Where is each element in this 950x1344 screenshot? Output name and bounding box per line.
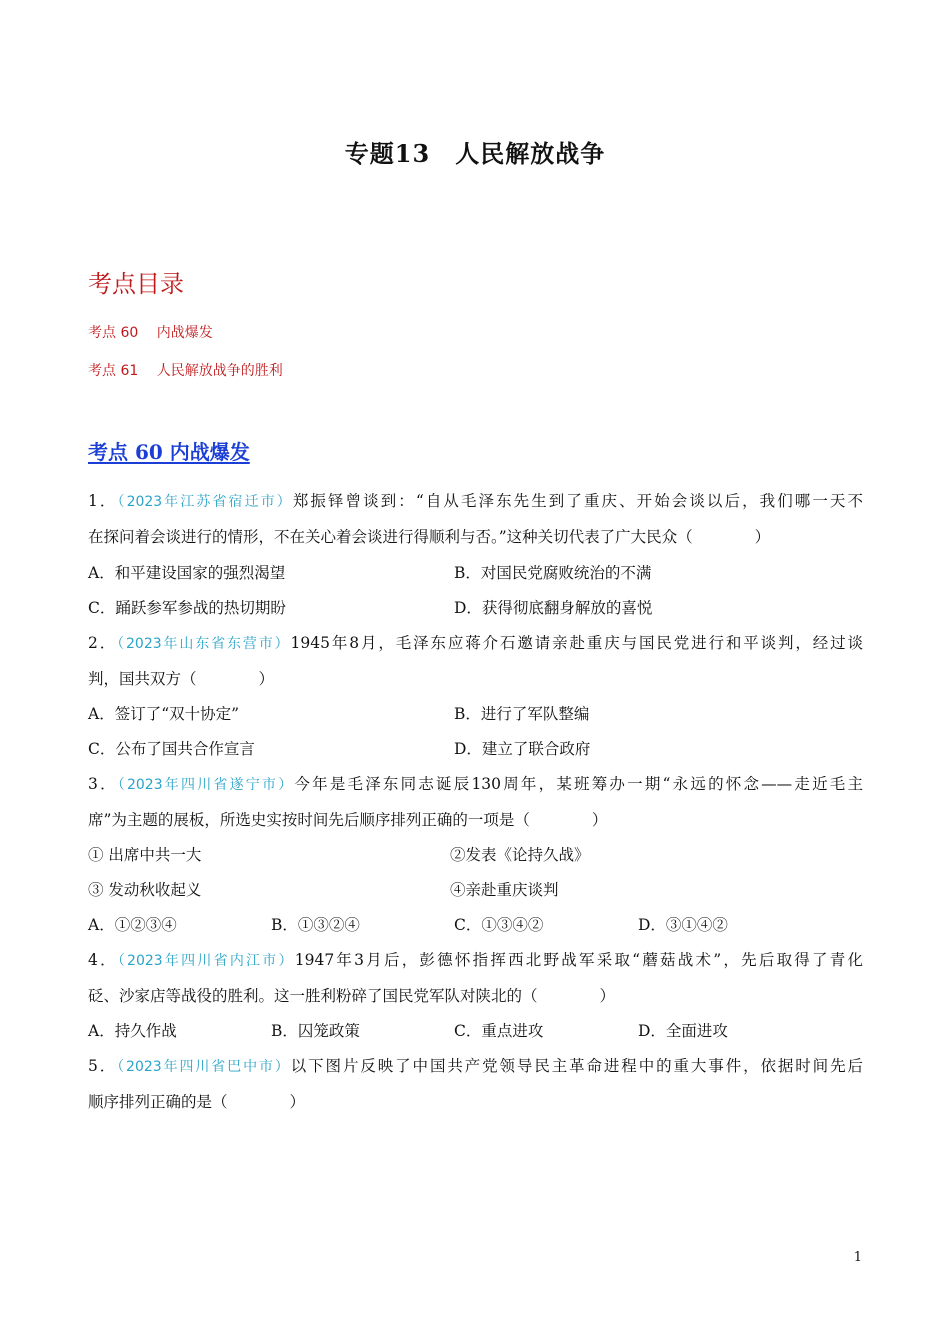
question-number: 5． [88, 1057, 118, 1075]
question-2-line-2: 判，国共双方（ ） [88, 670, 275, 688]
option-c[interactable]: C．踊跃参军参战的热切期盼 [88, 599, 286, 617]
statement-item: ③ 发动秋收起义 [88, 881, 202, 899]
question-text: 以下图片反映了中国共产党领导民主革命进程中的重大事件，依据时间先后 [290, 1057, 863, 1075]
option-a[interactable]: A．签订了“双十协定” [88, 705, 240, 723]
option-c[interactable]: C．重点进攻 [454, 1022, 544, 1040]
question-text: 今年是毛泽东同志诞辰130周年，某班筹办一期“永远的怀念——走近毛主 [294, 775, 863, 793]
question-5-line-1 [88, 1055, 863, 1078]
question-1-line-2: 在探问着会谈进行的情形，不在关心着会谈进行得顺利与否。”这种关切代表了广大民众（ ） [88, 528, 771, 546]
question-3-line-2: 席”为主题的展板，所选史实按时间先后顺序排列正确的一项是（ ） [88, 811, 608, 829]
option-d[interactable]: D．全面进攻 [638, 1022, 728, 1040]
option-c[interactable]: C．公布了国共合作宣言 [88, 740, 255, 758]
section-heading-60[interactable]: 考点 60 内战爆发 [88, 440, 250, 464]
question-number: 2． [88, 634, 118, 652]
question-source: （2023年四川省巴中市） [117, 1059, 291, 1075]
option-d[interactable]: D．获得彻底翻身解放的喜悦 [454, 599, 653, 617]
option-a[interactable]: A．和平建设国家的强烈渴望 [88, 564, 286, 582]
option-b[interactable]: B．①③②④ [271, 916, 360, 934]
question-source: （2023年四川省内江市） [117, 953, 295, 969]
option-b[interactable]: B．囚笼政策 [271, 1022, 360, 1040]
question-source: （2023年江苏省宿迁市） [117, 494, 293, 510]
question-number: 4． [88, 951, 118, 969]
question-number: 3． [88, 775, 118, 793]
page-number: 1 [853, 1250, 862, 1265]
question-number: 1． [88, 492, 118, 510]
question-text: 郑振铎曾谈到：“自从毛泽东先生到了重庆、开始会谈以后，我们哪一天不 [292, 492, 863, 510]
question-source: （2023年山东省东营市） [117, 636, 291, 652]
option-b[interactable]: B．对国民党腐败统治的不满 [454, 564, 652, 582]
question-1-line-1 [88, 490, 863, 513]
question-4-line-2: 砭、沙家店等战役的胜利。这一胜利粉碎了国民党军队对陕北的（ ） [88, 987, 616, 1005]
question-source: （2023年四川省遂宁市） [117, 777, 295, 793]
document-title: 专题13 人民解放战争 [344, 139, 606, 168]
statement-item: ④亲赴重庆谈判 [450, 881, 559, 899]
toc-heading: 考点目录 [88, 270, 184, 298]
option-b[interactable]: B．进行了军队整编 [454, 705, 590, 723]
toc-item-61[interactable]: 考点 61 人民解放战争的胜利 [88, 363, 283, 379]
toc-item-60[interactable]: 考点 60 内战爆发 [88, 325, 213, 341]
option-c[interactable]: C．①③④② [454, 916, 544, 934]
question-text: 1945年8月，毛泽东应蒋介石邀请亲赴重庆与国民党进行和平谈判，经过谈 [290, 634, 863, 652]
question-2-line-1 [88, 632, 863, 655]
statement-item: ① 出席中共一大 [88, 846, 202, 864]
question-5-line-2: 顺序排列正确的是（ ） [88, 1093, 306, 1111]
option-d[interactable]: D．③①④② [638, 916, 728, 934]
statement-item: ②发表《论持久战》 [450, 846, 590, 864]
question-text: 1947年3月后，彭德怀指挥西北野战军采取“蘑菇战术”，先后取得了青化 [294, 951, 863, 969]
option-d[interactable]: D．建立了联合政府 [454, 740, 591, 758]
question-4-line-1 [88, 949, 863, 972]
question-3-line-1 [88, 773, 863, 796]
option-a[interactable]: A．持久作战 [88, 1022, 177, 1040]
option-a[interactable]: A．①②③④ [88, 916, 177, 934]
